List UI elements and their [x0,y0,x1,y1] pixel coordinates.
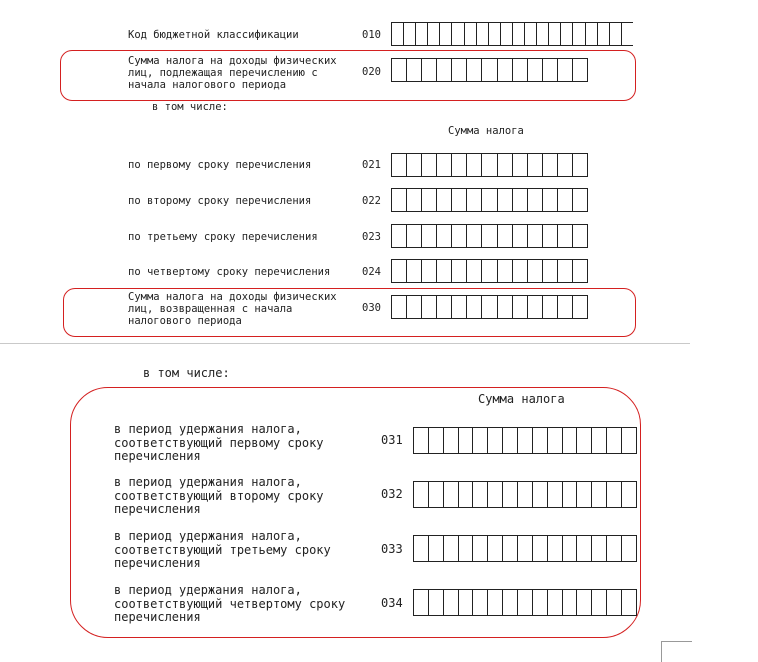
period-1-input-cells[interactable] [413,427,637,454]
period-4-code: 034 [381,596,403,610]
page-separator [0,343,690,344]
sum-header-bottom: Сумма налога [478,392,565,406]
period-2-code: 032 [381,487,403,501]
period-2-label: в период удержания налога, соответствующий второму сроку перечисления [114,475,324,516]
tax-due-label: Сумма налога на доходы физических лиц, подлежащая перечислению с начала налогового периода [128,55,337,91]
period-1-label: в период удержания налога, соответствующий первому сроку перечисления [114,422,324,463]
tax-returned-code: 030 [362,302,381,314]
installment-1-code: 021 [362,159,381,171]
period-2-input-cells[interactable] [413,481,637,508]
tax-returned-label: Сумма налога на доходы физических лиц, возвращенная с начала налогового периода [128,291,337,327]
tax-due-code: 020 [362,66,381,78]
period-4-label: в период удержания налога, соответствующий четвертому сроку перечисления [114,583,346,624]
period-1-code: 031 [381,433,403,447]
in-that-number-bottom: в том числе: [143,366,230,380]
installment-3-code: 023 [362,231,381,243]
installment-2-label: по второму сроку перечисления [128,195,312,207]
installment-2-input-cells[interactable] [391,188,588,212]
installment-4-code: 024 [362,266,381,278]
installment-4-input-cells[interactable] [391,259,588,283]
tax-returned-input-cells[interactable] [391,295,588,319]
period-3-label: в период удержания налога, соответствующий третьему сроку перечисления [114,529,331,570]
in-that-number-top: в том числе: [152,101,228,113]
installment-2-code: 022 [362,195,381,207]
tax-due-input-cells[interactable] [391,58,588,82]
kbk-label: Код бюджетной классификации [128,29,299,41]
installment-1-input-cells[interactable] [391,153,588,177]
period-3-input-cells[interactable] [413,535,637,562]
sum-header-top: Сумма налога [448,125,524,137]
kbk-code: 010 [362,29,381,41]
installment-4-label: по четвертому сроку перечисления [128,266,331,278]
installment-3-input-cells[interactable] [391,224,588,248]
installment-3-label: по третьему сроку перечисления [128,231,318,243]
period-4-input-cells[interactable] [413,589,637,616]
kbk-input-cells[interactable] [391,22,633,46]
installment-1-label: по первому сроку перечисления [128,159,312,171]
period-3-code: 033 [381,542,403,556]
